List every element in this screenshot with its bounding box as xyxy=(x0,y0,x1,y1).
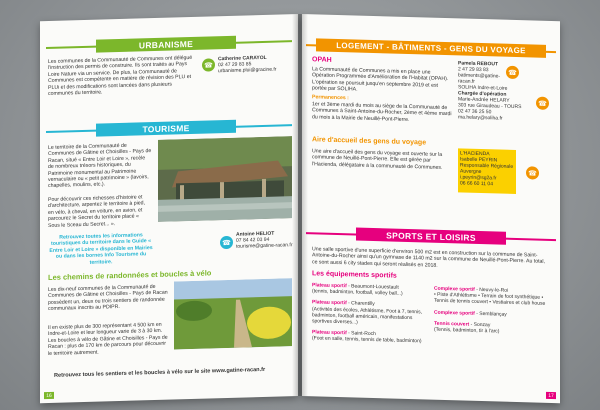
path-photo xyxy=(174,278,292,349)
equipement-desc: (tennis, badminton, football, volley ball...) xyxy=(312,288,403,298)
urbanisme-text: Les communes de la Communauté de Communes ont délégué l'instruction des permis de construire. Ils sont traités au Pays Loire Nature via un service. De plus, la Communauté de Communes est compétente en matière de révision des PLU et PLUi et des modifications sont lancées dans plusieurs communes du territoire. xyxy=(48,54,193,98)
opah-title: OPAH xyxy=(312,56,332,64)
equipement-place: - Sonzay xyxy=(470,321,491,329)
path-illustration xyxy=(174,278,292,349)
equipements-title: Les équipements sportifs xyxy=(312,270,397,280)
rando-title: Les chemins de randonnées et boucles à vélo xyxy=(48,268,212,282)
contact-name-2: Antoine HELIOT xyxy=(236,230,275,238)
equipements-col-2 xyxy=(434,286,550,336)
tourisme-highlight: Retrouvez toutes les informations touristiques du territoire dans le Guide « Entre Loir et Loire » disponible en Mairies ou dans les bornes Info Tourisme du territoire. xyxy=(49,232,153,266)
hacienda-role: Responsable Régionale Auvergne xyxy=(460,162,514,176)
equipement-item xyxy=(312,300,430,328)
soliha-org: SOLIHA Indre-et-Loire xyxy=(458,84,508,92)
contact-mail: urbanisme.plui@gracine.fr xyxy=(218,66,277,75)
phone-icon-3: ☎ xyxy=(506,66,519,79)
equipement-place: - Semblançay xyxy=(476,310,507,318)
contact-mail-2: tourisme@gatine-racan.fr xyxy=(236,242,293,250)
urbanisme-header: URBANISME xyxy=(96,36,236,53)
equipements-col-1 xyxy=(312,282,430,345)
soliha-address: 303 rue Giraudeau - TOURS xyxy=(458,102,522,111)
hacienda-phone: 06 66 60 11 04 xyxy=(460,180,493,188)
equipement-item xyxy=(434,286,550,308)
equipement-place: - Beaumont-Louestault xyxy=(348,283,399,291)
phone-icon-4: ☎ xyxy=(536,97,549,110)
logement-header: LOGEMENT - BÂTIMENTS - GENS DU VOYAGE xyxy=(316,38,546,57)
aire-title: Aire d'accueil des gens du voyage xyxy=(312,136,427,147)
permanences-title: Permanences : xyxy=(312,94,349,102)
contact-phone: 02 47 29 83 85 xyxy=(218,61,252,69)
equipement-item xyxy=(312,329,430,345)
brochure-spread xyxy=(40,14,560,399)
equipement-item xyxy=(312,282,430,298)
sports-text: Une salle sportive d'une superficie d'environ 500 m2 est en construction sur la commune de Saint-Antoine-du-Rocher ainsi qu'un gymnase de 1140 m2 sur la commune de Neuillé-Pont-Pierre. Au total, ce sont aussi 6 city stades qui seront réalisés en 2018. xyxy=(312,246,546,269)
equipement-type: Plateau sportif xyxy=(312,299,347,307)
page-number-left: 16 xyxy=(44,392,54,399)
hacienda-mail: i.peyrin@sg2a.fr xyxy=(460,174,497,182)
equipement-type: Complexe sportif xyxy=(434,309,475,317)
right-page xyxy=(302,14,560,403)
hacienda-contact xyxy=(460,150,516,188)
page-number-right: 17 xyxy=(546,392,556,399)
soliha-mail: ma.helary@soliha.fr xyxy=(458,114,503,122)
rando-footer: Retrouvez tous les sentiers et les boucles à vélo sur le site www.gatine-racan.fr xyxy=(54,366,266,379)
equipement-type: Complexe sportif xyxy=(434,285,475,293)
equipement-place: - Charentilly xyxy=(348,300,375,308)
equipement-type: Tennis couvert xyxy=(434,320,470,328)
sports-header: SPORTS ET LOISIRS xyxy=(356,228,506,245)
phone-icon-2: ☎ xyxy=(220,236,233,249)
lavoir-photo xyxy=(158,136,292,222)
batiments-contact xyxy=(458,60,506,85)
left-page xyxy=(40,14,298,403)
contact-phone-2: 07 84 42 03 94 xyxy=(236,236,270,244)
soliha-phone: 02 47 36 25 50 xyxy=(458,108,492,116)
equipement-item xyxy=(434,309,550,318)
soliha-contact xyxy=(458,84,538,122)
rando-text: Les dix-neuf communes de la Communauté de Communes de Gâtine et Choisilles - Pays de Racan possèdent un, deux ou trois sentiers de randonnée communaux inscrits au PDIPR. xyxy=(48,283,168,313)
equipement-place: - Saint-Roch xyxy=(348,330,376,338)
tourisme-contact xyxy=(236,230,296,250)
tourisme-text: Le territoire de la Communauté de Communes de Gâtine et Choisilles - Pays de Racan, situé « Entre Loir et Loire », recèle de nombreux trésors historiques, du Patrimoine monumental au Patrimoine vernaculaire ou « petit patrimoine » (lavoirs, chapelles, moulins, etc.). xyxy=(48,142,152,190)
soliha-role: Chargée d'opération xyxy=(458,90,507,98)
equipement-desc: (Foot en salle, tennis, tennis de table, badminton) xyxy=(312,335,422,345)
hacienda-name: Isabelle PEYRIN xyxy=(460,156,498,164)
tourisme-header: TOURISME xyxy=(96,120,236,137)
tourisme-text-2: Pour découvrir ces richesses d'histoire et d'architecture, arpentez le territoire à pied, en vélo, à cheval, en voiture, en avion, et parcourez le Secret du territoire placé « Sous le Sceau du Secret... ». xyxy=(48,194,146,229)
soliha-name: Marie-Andrée HELARY xyxy=(458,96,510,104)
equipement-item xyxy=(434,320,550,336)
contact-name: Catherine CARAYOL xyxy=(218,54,267,63)
equipement-type: Plateau sportif xyxy=(312,329,347,337)
equipement-desc: (Tennis, badminton, tir à l'arc) xyxy=(434,326,500,335)
equipement-place: - Neuvy-le-Roi xyxy=(476,286,509,294)
equipement-desc: (Activités des écoles, Athlétisme, Foot à 7, tennis, badminton, football américain, manifestations sportives diverses...) xyxy=(312,305,423,326)
permanences-text: 1er et 3ème mardi du mois au siège de la Communauté de Communes à Saint-Antoine-du-Rocher, 2ème et 4ème mardi du mois à la Mairie de Neuillé-Pont-Pierre. xyxy=(312,101,452,123)
contact-name-3: Pamela REBOUT xyxy=(458,60,499,68)
aire-text: Une aire d'accueil des gens du voyage est ouverte sur la commune de Neuillé-Pont-Pierre. Elle est gérée par l'Hacienda, délégataire à la communauté de Communes. xyxy=(312,148,443,171)
opah-text: La Communauté de Communes a mis en place une Opération Programmée d'Amélioration de l'Habitat (OPAH). L'opération se poursuit jusqu'en septembre 2019 et est portée par SOLIHA. xyxy=(312,66,449,93)
equipement-desc: • Piste d'Athlétisme • Terrain de foot synthétique • Tennis de tennis couvert • Vestiaires et club house xyxy=(434,291,546,308)
hacienda-org: L'HACIENDA xyxy=(460,150,490,158)
urbanisme-contact xyxy=(218,54,294,74)
phone-icon: ☎ xyxy=(202,58,215,71)
contact-mail-3: batiments@gatine-racan.fr xyxy=(458,72,501,85)
equipement-type: Plateau sportif xyxy=(312,282,347,290)
phone-icon-5: ☎ xyxy=(526,166,539,179)
rando-text-2: Il en existe plus de 300 représentant 4 500 km en Indre-et-Loire et leur longueur varie de 3 à 30 km. Les boucles à vélo de Gâtine et Choisilles - Pays de Racan : plus de 170 km de parcours pour découvrir le territoire autrement. xyxy=(48,321,168,357)
contact-phone-3: 2 47 29 83 83 xyxy=(458,66,489,74)
lavoir-illustration xyxy=(158,136,292,222)
